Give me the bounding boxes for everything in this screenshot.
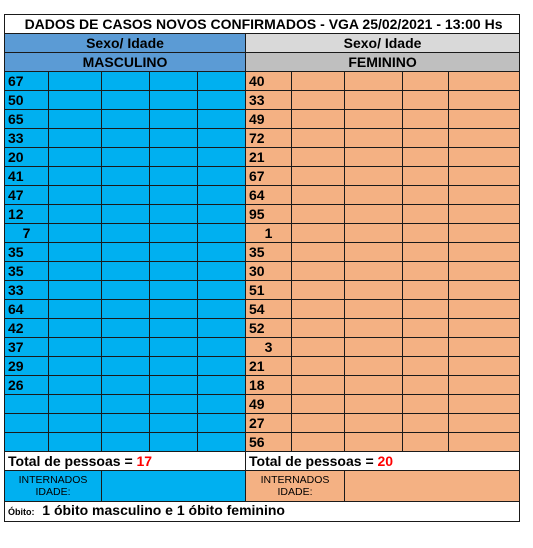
table-row: [5, 433, 520, 452]
feminino-age-cell: 51: [246, 281, 292, 300]
masculino-empty-cell: [198, 262, 246, 281]
feminino-age-cell: 52: [246, 319, 292, 338]
table-row: [5, 395, 520, 414]
masculino-empty-cell: [102, 433, 150, 452]
feminino-empty-cell: [345, 300, 403, 319]
masculino-empty-cell: [150, 357, 198, 376]
feminino-empty-cell: [403, 433, 449, 452]
feminino-empty-cell: [449, 376, 520, 395]
masculino-empty-cell: [198, 110, 246, 129]
feminino-empty-cell: [345, 376, 403, 395]
feminino-empty-cell: [403, 338, 449, 357]
masculino-age-cell: 37: [5, 338, 49, 357]
masculino-empty-cell: [49, 262, 102, 281]
table-row: [5, 338, 520, 357]
feminino-empty-cell: [292, 148, 345, 167]
feminino-age-cell: 27: [246, 414, 292, 433]
masculino-empty-cell: [198, 148, 246, 167]
masculino-empty-cell: [150, 414, 198, 433]
masculino-age-cell: 67: [5, 72, 49, 91]
masculino-empty-cell: [150, 205, 198, 224]
masc-sexo-idade-header: Sexo/ Idade: [5, 34, 246, 53]
masculino-empty-cell: [102, 205, 150, 224]
feminino-empty-cell: [292, 110, 345, 129]
masculino-empty-cell: [198, 243, 246, 262]
feminino-age-cell: 95: [246, 205, 292, 224]
feminino-empty-cell: [403, 376, 449, 395]
masculino-empty-cell: [150, 319, 198, 338]
masculino-empty-cell: [49, 300, 102, 319]
masculino-empty-cell: [150, 110, 198, 129]
feminino-empty-cell: [292, 281, 345, 300]
feminino-empty-cell: [292, 205, 345, 224]
feminino-age-cell: 40: [246, 72, 292, 91]
masculino-empty-cell: [102, 281, 150, 300]
feminino-empty-cell: [345, 338, 403, 357]
masculino-empty-cell: [102, 129, 150, 148]
table-row: [5, 129, 520, 148]
internados-row: [5, 471, 520, 502]
feminino-age-cell: 30: [246, 262, 292, 281]
masculino-empty-cell: [102, 376, 150, 395]
masculino-empty-cell: [49, 414, 102, 433]
masculino-age-cell: 33: [5, 129, 49, 148]
masculino-empty-cell: [102, 72, 150, 91]
masculino-empty-cell: [49, 243, 102, 262]
feminino-empty-cell: [449, 338, 520, 357]
internados-line2: IDADE:: [277, 486, 313, 498]
feminino-empty-cell: [345, 224, 403, 243]
cases-table: [4, 14, 520, 522]
masculino-empty-cell: [49, 338, 102, 357]
feminino-age-cell: 3: [246, 338, 292, 357]
total-feminino-value: 20: [377, 452, 394, 469]
masculino-age-cell: 35: [5, 262, 49, 281]
masculino-empty-cell: [102, 395, 150, 414]
feminino-empty-cell: [403, 91, 449, 110]
table-row: [5, 357, 520, 376]
feminino-empty-cell: [449, 262, 520, 281]
feminino-empty-cell: [292, 91, 345, 110]
table-row: [5, 224, 520, 243]
table-row: [5, 281, 520, 300]
obito-cell: [5, 502, 520, 522]
feminino-empty-cell: [449, 167, 520, 186]
table-row: [5, 72, 520, 91]
masculino-empty-cell: [150, 395, 198, 414]
feminino-empty-cell: [449, 319, 520, 338]
masculino-empty-cell: [198, 167, 246, 186]
feminino-empty-cell: [449, 148, 520, 167]
masculino-empty-cell: [198, 72, 246, 91]
masculino-age-cell: 20: [5, 148, 49, 167]
feminino-empty-cell: [403, 414, 449, 433]
masculino-empty-cell: [49, 395, 102, 414]
feminino-age-cell: 72: [246, 129, 292, 148]
feminino-empty-cell: [403, 148, 449, 167]
feminino-empty-cell: [292, 72, 345, 91]
masculino-empty-cell: [49, 319, 102, 338]
feminino-empty-cell: [449, 224, 520, 243]
masculino-empty-cell: [102, 167, 150, 186]
feminino-total: [246, 452, 520, 471]
masculino-empty-cell: [198, 205, 246, 224]
masculino-age-cell: 65: [5, 110, 49, 129]
masculino-age-cell: 12: [5, 205, 49, 224]
feminino-empty-cell: [403, 281, 449, 300]
masculino-empty-cell: [102, 300, 150, 319]
cases-sheet: [4, 14, 519, 522]
feminino-age-cell: 67: [246, 167, 292, 186]
feminino-empty-cell: [292, 433, 345, 452]
feminino-empty-cell: [292, 338, 345, 357]
feminino-empty-cell: [345, 91, 403, 110]
obito-row: [5, 502, 520, 522]
masculino-empty-cell: [198, 357, 246, 376]
feminino-empty-cell: [403, 110, 449, 129]
masculino-empty-cell: [102, 319, 150, 338]
feminino-empty-cell: [292, 186, 345, 205]
feminino-empty-cell: [449, 205, 520, 224]
feminino-empty-cell: [449, 91, 520, 110]
feminino-empty-cell: [345, 148, 403, 167]
table-row: [5, 262, 520, 281]
masculino-empty-cell: [198, 319, 246, 338]
page-title: DADOS DE CASOS NOVOS CONFIRMADOS - VGA 25/02/2021 - 13:00 Hs: [5, 15, 520, 34]
feminino-empty-cell: [345, 72, 403, 91]
masculino-empty-cell: [49, 376, 102, 395]
masculino-empty-cell: [102, 414, 150, 433]
feminino-empty-cell: [345, 319, 403, 338]
feminino-age-cell: 1: [246, 224, 292, 243]
feminino-empty-cell: [345, 243, 403, 262]
feminino-empty-cell: [345, 129, 403, 148]
masculino-age-cell: 41: [5, 167, 49, 186]
feminino-empty-cell: [292, 243, 345, 262]
masculino-empty-cell: [150, 129, 198, 148]
totals-row: [5, 452, 520, 471]
masculino-empty-cell: [49, 357, 102, 376]
feminino-empty-cell: [403, 300, 449, 319]
feminino-age-cell: 21: [246, 357, 292, 376]
feminino-age-cell: 18: [246, 376, 292, 395]
feminino-empty-cell: [403, 224, 449, 243]
feminino-empty-cell: [403, 129, 449, 148]
table-row: [5, 186, 520, 205]
table-row: [5, 319, 520, 338]
masculino-empty-cell: [49, 110, 102, 129]
feminino-age-cell: 35: [246, 243, 292, 262]
masculino-empty-cell: [102, 243, 150, 262]
feminino-empty-cell: [403, 243, 449, 262]
feminino-empty-cell: [403, 167, 449, 186]
sexo-idade-row: [5, 34, 520, 53]
masculino-empty-cell: [198, 186, 246, 205]
masculino-age-cell: 35: [5, 243, 49, 262]
masculino-empty-cell: [198, 376, 246, 395]
masculino-empty-cell: [49, 205, 102, 224]
masculino-empty-cell: [49, 224, 102, 243]
feminino-internados-label: [246, 471, 345, 502]
feminino-empty-cell: [292, 167, 345, 186]
feminino-empty-cell: [345, 395, 403, 414]
feminino-age-cell: 54: [246, 300, 292, 319]
feminino-empty-cell: [449, 243, 520, 262]
masculino-empty-cell: [198, 395, 246, 414]
feminino-empty-cell: [449, 186, 520, 205]
table-row: [5, 300, 520, 319]
masculino-empty-cell: [150, 72, 198, 91]
obito-text: 1 óbito masculino e 1 óbito feminino: [42, 502, 285, 518]
masculino-total: [5, 452, 246, 471]
feminino-empty-cell: [292, 376, 345, 395]
feminino-empty-cell: [345, 281, 403, 300]
masculino-empty-cell: [150, 262, 198, 281]
feminino-empty-cell: [449, 395, 520, 414]
masculino-empty-cell: [150, 281, 198, 300]
internados-line2: IDADE:: [35, 486, 71, 498]
feminino-empty-cell: [292, 319, 345, 338]
masculino-empty-cell: [102, 148, 150, 167]
masculino-empty-cell: [102, 110, 150, 129]
masculino-empty-cell: [49, 433, 102, 452]
table-row: [5, 148, 520, 167]
feminino-empty-cell: [292, 262, 345, 281]
feminino-empty-cell: [403, 205, 449, 224]
masculino-age-cell: [5, 433, 49, 452]
feminino-empty-cell: [292, 414, 345, 433]
feminino-empty-cell: [345, 433, 403, 452]
feminino-empty-cell: [403, 395, 449, 414]
masculino-empty-cell: [198, 91, 246, 110]
masculino-empty-cell: [49, 167, 102, 186]
total-label: Total de pessoas =: [249, 452, 374, 469]
feminino-empty-cell: [345, 110, 403, 129]
masculino-age-cell: 29: [5, 357, 49, 376]
feminino-empty-cell: [403, 186, 449, 205]
masculino-empty-cell: [198, 281, 246, 300]
feminino-empty-cell: [292, 357, 345, 376]
feminino-age-cell: 49: [246, 110, 292, 129]
feminino-header: FEMININO: [246, 53, 520, 72]
feminino-empty-cell: [403, 262, 449, 281]
masculino-empty-cell: [198, 129, 246, 148]
masculino-empty-cell: [102, 186, 150, 205]
masculino-empty-cell: [150, 433, 198, 452]
masculino-empty-cell: [102, 262, 150, 281]
masculino-empty-cell: [150, 148, 198, 167]
title-row: [5, 15, 520, 34]
masculino-age-cell: [5, 414, 49, 433]
masculino-empty-cell: [49, 72, 102, 91]
feminino-age-cell: 64: [246, 186, 292, 205]
masculino-empty-cell: [49, 129, 102, 148]
feminino-empty-cell: [449, 110, 520, 129]
table-row: [5, 167, 520, 186]
feminino-empty-cell: [449, 357, 520, 376]
table-row: [5, 414, 520, 433]
feminino-internados-value: [345, 471, 520, 502]
masculino-empty-cell: [49, 186, 102, 205]
masculino-empty-cell: [150, 91, 198, 110]
feminino-empty-cell: [345, 167, 403, 186]
masculino-age-cell: 47: [5, 186, 49, 205]
feminino-empty-cell: [292, 395, 345, 414]
masculino-age-cell: [5, 395, 49, 414]
masculino-empty-cell: [198, 338, 246, 357]
feminino-empty-cell: [345, 205, 403, 224]
feminino-empty-cell: [345, 414, 403, 433]
feminino-empty-cell: [345, 186, 403, 205]
masculino-header: MASCULINO: [5, 53, 246, 72]
feminino-empty-cell: [449, 433, 520, 452]
table-row: [5, 243, 520, 262]
internados-line1: INTERNADOS: [18, 474, 88, 486]
table-row: [5, 91, 520, 110]
total-masculino-value: 17: [136, 452, 153, 469]
feminino-empty-cell: [403, 319, 449, 338]
feminino-age-cell: 49: [246, 395, 292, 414]
feminino-empty-cell: [345, 357, 403, 376]
masculino-empty-cell: [102, 224, 150, 243]
feminino-empty-cell: [292, 300, 345, 319]
masculino-age-cell: 33: [5, 281, 49, 300]
feminino-empty-cell: [449, 129, 520, 148]
table-row: [5, 376, 520, 395]
feminino-empty-cell: [449, 281, 520, 300]
masculino-empty-cell: [150, 376, 198, 395]
obito-label: Óbito:: [8, 507, 35, 517]
fem-sexo-idade-header: Sexo/ Idade: [246, 34, 520, 53]
masculino-empty-cell: [150, 338, 198, 357]
masculino-empty-cell: [198, 300, 246, 319]
masculino-empty-cell: [150, 186, 198, 205]
masculino-empty-cell: [198, 224, 246, 243]
internados-line1: INTERNADOS: [260, 474, 330, 486]
masculino-empty-cell: [102, 91, 150, 110]
masculino-empty-cell: [150, 300, 198, 319]
feminino-age-cell: 21: [246, 148, 292, 167]
masculino-empty-cell: [49, 281, 102, 300]
masculino-empty-cell: [102, 338, 150, 357]
feminino-empty-cell: [403, 72, 449, 91]
masculino-age-cell: 64: [5, 300, 49, 319]
masculino-internados-label: [5, 471, 102, 502]
total-label: Total de pessoas =: [8, 452, 133, 469]
feminino-empty-cell: [449, 414, 520, 433]
feminino-age-cell: 33: [246, 91, 292, 110]
masculino-empty-cell: [150, 243, 198, 262]
masculino-empty-cell: [102, 357, 150, 376]
feminino-empty-cell: [449, 72, 520, 91]
masculino-empty-cell: [198, 414, 246, 433]
feminino-empty-cell: [292, 224, 345, 243]
masculino-age-cell: 42: [5, 319, 49, 338]
masculino-internados-value: [102, 471, 246, 502]
masculino-empty-cell: [150, 167, 198, 186]
feminino-empty-cell: [292, 129, 345, 148]
masculino-empty-cell: [198, 433, 246, 452]
feminino-empty-cell: [403, 357, 449, 376]
masculino-age-cell: 26: [5, 376, 49, 395]
masculino-age-cell: 50: [5, 91, 49, 110]
masculino-empty-cell: [49, 91, 102, 110]
feminino-empty-cell: [449, 300, 520, 319]
table-row: [5, 205, 520, 224]
masculino-empty-cell: [150, 224, 198, 243]
table-row: [5, 110, 520, 129]
feminino-empty-cell: [345, 262, 403, 281]
masculino-age-cell: 7: [5, 224, 49, 243]
gender-row: [5, 53, 520, 72]
masculino-empty-cell: [49, 148, 102, 167]
feminino-age-cell: 56: [246, 433, 292, 452]
